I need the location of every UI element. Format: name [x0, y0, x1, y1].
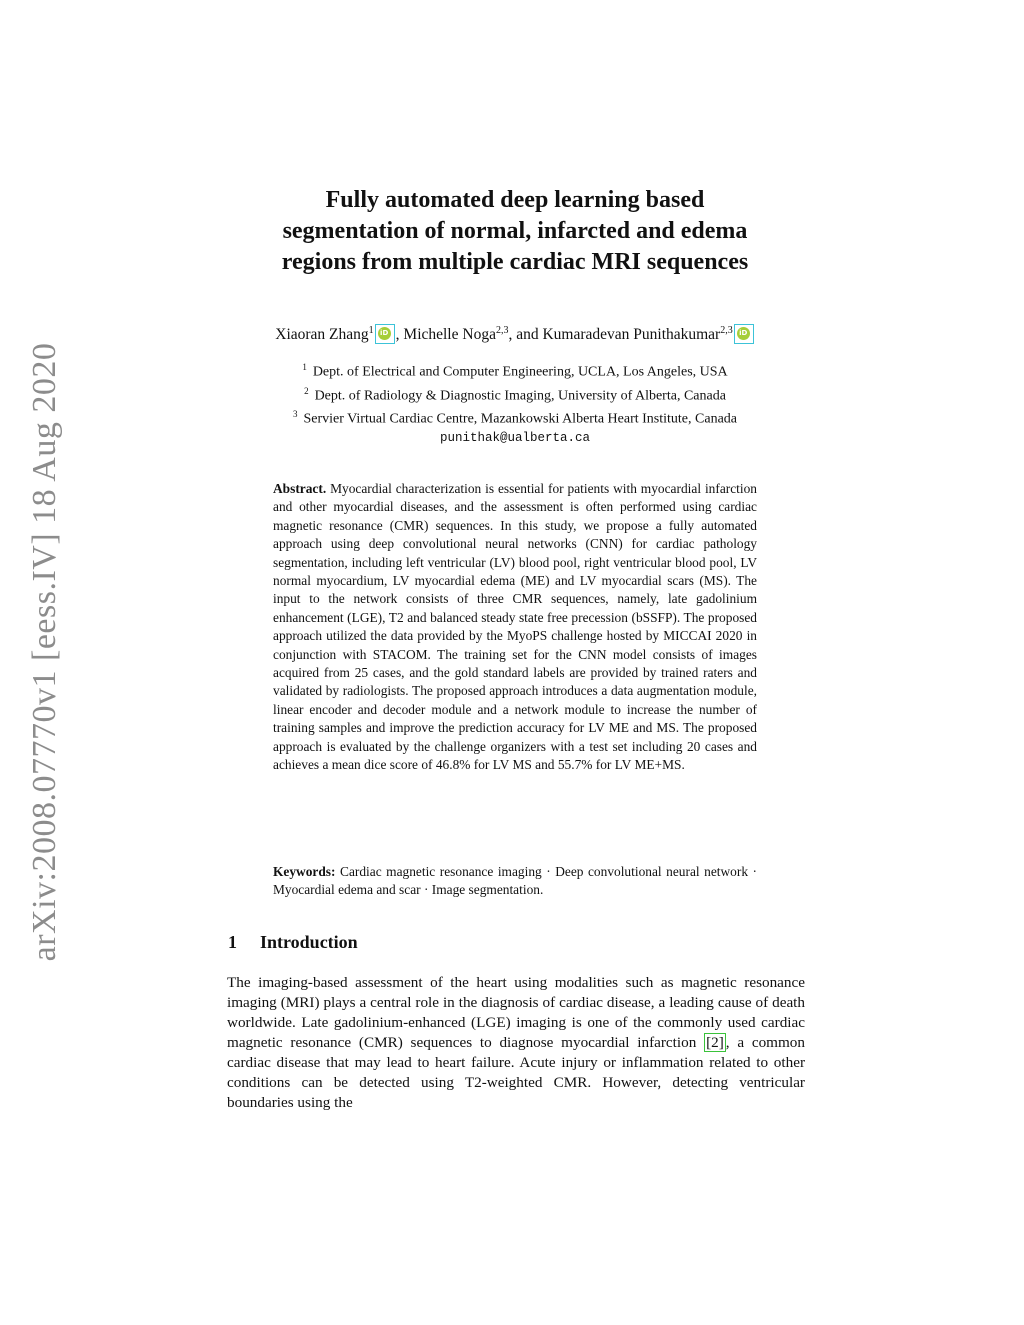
author-name: Xiaoran Zhang [275, 326, 369, 344]
affil-number: 2 [304, 385, 309, 396]
section-number: 1 [228, 932, 237, 952]
contact-email[interactable]: punithak@ualberta.ca [439, 430, 591, 445]
author-affil-sup: 1 [368, 325, 374, 336]
orcid-icon[interactable] [375, 324, 395, 344]
affil-text: Servier Virtual Cardiac Centre, Mazankowski Alberta Heart Institute, Canada [303, 411, 738, 427]
affiliation-line [200, 382, 830, 406]
affil-number: 3 [292, 409, 298, 420]
keywords-label: Keywords: [273, 864, 336, 879]
intro-text: The imaging-based assessment of the heart using modalities such as magnetic resonance imaging (MRI) plays a central role in the diagnosis of cardiac disease, a leading cause of death worldwide. Late gadolinium-enhanced (LGE) imaging is one of the commonly used cardiac magnetic resonance (CMR) sequences to diagnose myocardial infarction [227, 974, 805, 1051]
affil-number: 1 [302, 362, 307, 372]
citation-link[interactable]: [2] [706, 1034, 724, 1051]
abstract [273, 480, 757, 775]
affiliation-line [200, 405, 830, 429]
author-list [200, 320, 830, 346]
affiliation-line [200, 358, 830, 382]
orcid-icon[interactable] [734, 324, 754, 344]
title-line-1: Fully automated deep learning based [325, 187, 705, 213]
affiliations [200, 358, 830, 448]
arxiv-id-text: arXiv:2008.07770v1 [eess.IV] 18 Aug 2020 [26, 342, 63, 962]
keywords-text: Cardiac magnetic resonance imaging · Deep convolutional neural network · Myocardial edema and scar · Image segmentation. [273, 864, 757, 898]
abstract-text: Myocardial characterization is essential for patients with myocardial infarction and other myocardial diseases, and the assessment is often performed using cardiac magnetic resonance (CMR) sequences. In this study, we propose a fully automated approach using deep convolutional neural networks (CNN) for cardiac pathology segmentation, including left ventricular (LV) blood pool, right ventricular blood pool, LV normal myocardium, LV myocardial edema (ME) and LV myocardial scars (MS). The input to the network consists of three CMR sequences, namely, late gadolinium enhancement (LGE), T2 and balanced steady state free precession (bSSFP). The proposed approach utilized the data provided by the MyoPS challenge hosted by MICCAI 2020 in conjunction with STACOM. The training set for the CNN model consists of images acquired from 25 cases, and the gold standard labels are provided by trained raters and validated by radiologists. The proposed approach introduces a data augmentation module, linear encoder and decoder module and a network module to increase the number of training samples and improve the prediction accuracy for LV ME and MS. The proposed approach is evaluated by the challenge organizers with a test set including 20 cases and achieves a mean dice score of 46.8% for LV MS and 55.7% for LV ME+MS. [273, 481, 757, 773]
author-name: , Michelle Noga [395, 326, 496, 344]
title-line-2: segmentation of normal, infarcted and edema [282, 218, 748, 244]
paper-title [200, 185, 830, 278]
affil-text: Dept. of Electrical and Computer Engineering, UCLA, Los Angeles, USA [312, 364, 728, 380]
section-title: Introduction [260, 932, 358, 952]
author-affil-sup: 2,3 [720, 325, 733, 336]
affil-text: Dept. of Radiology & Diagnostic Imaging, University of Alberta, Canada [314, 388, 726, 404]
abstract-label: Abstract. [273, 481, 327, 496]
section-heading [228, 932, 358, 953]
arxiv-identifier-stamp [0, 0, 90, 1325]
intro-paragraph [227, 973, 805, 1113]
intro-text: , a common cardiac disease that may lead to heart failure. Acute injury or inflammation related to other conditions can be detected using T2-weighted CMR. However, detecting ventricular boundaries using the [227, 1034, 805, 1111]
keywords [273, 863, 757, 900]
author-name: , and Kumaradevan Punithakumar [508, 326, 721, 344]
author-affil-sup: 2,3 [495, 325, 509, 336]
title-line-3: regions from multiple cardiac MRI sequences [281, 249, 749, 275]
